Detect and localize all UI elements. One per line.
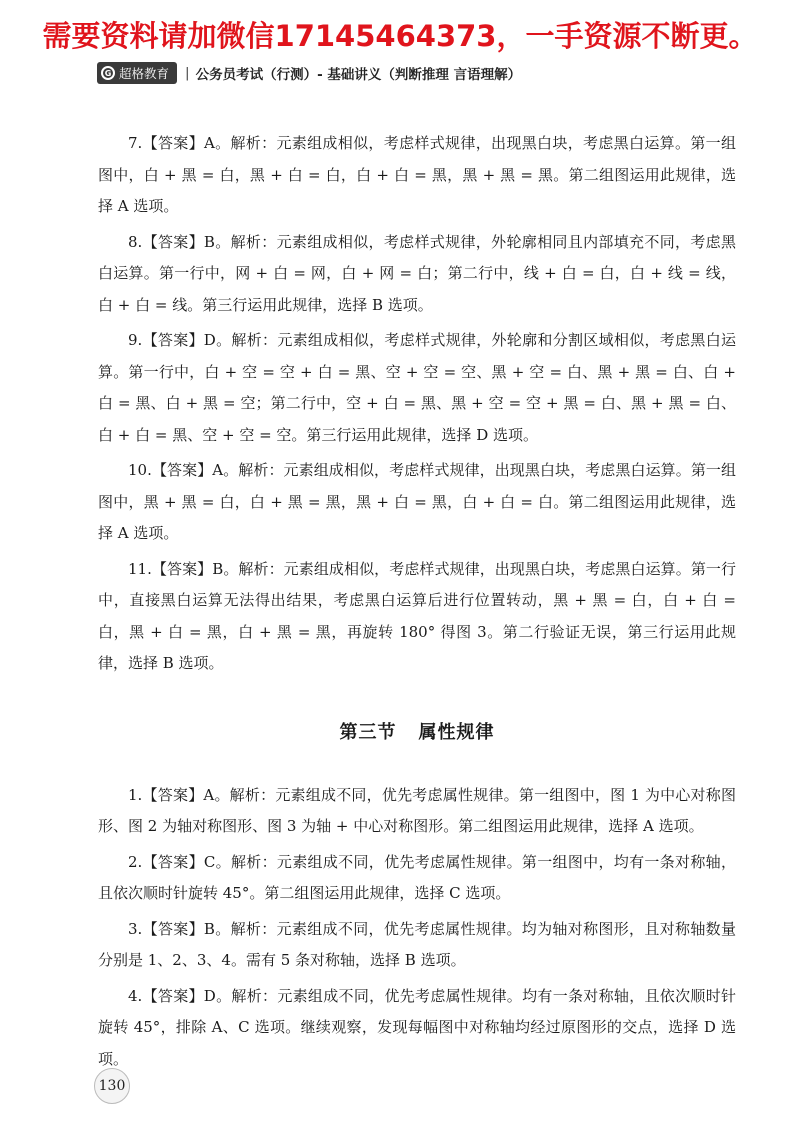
header-title: 公务员考试（行测）- 基础讲义（判断推理 言语理解） xyxy=(195,67,522,83)
section3-answer-3: 3.【答案】B。解析：元素组成不同，优先考虑属性规律。均为轴对称图形，且对称轴数量分别是 1、2、3、4。需有 5 条对称轴，选择 B 选项。 xyxy=(98,919,736,969)
page-header xyxy=(97,62,521,84)
logo-text: 超格教育 xyxy=(119,66,170,81)
answer-7: 7.【答案】A。解析：元素组成相似，考虑样式规律，出现黑白块，考虑黑白运算。第一组图中，白 + 黑 = 白，黑 + 白 = 白，白 + 白 = 黑，黑 + 黑 = 黑。第二组图运用此规律，选择 A 选项。 xyxy=(98,134,736,215)
section-heading xyxy=(98,718,736,744)
header-separator: | xyxy=(185,65,190,81)
answer-9: 9.【答案】D。解析：元素组成相似，考虑样式规律，外轮廓和分割区域相似，考虑黑白运算。第一行中，白 + 空 = 空 + 白 = 黑、空 + 空 = 空、黑 + 空 = 白、黑 + 黑 = 白、白 + 白 = 黑、白 + 黑 = 空；第二行中，空 + 白 = 黑、黑 + 空 = 空 + 黑 = 白、黑 + 黑 = 白、白 + 白 = 黑、空 + 空 = 空。第三行运用此规律，选择 D 选项。 xyxy=(98,331,736,444)
logo-mark-icon: G xyxy=(101,66,115,80)
section3-answer-1: 1.【答案】A。解析：元素组成不同，优先考虑属性规律。第一组图中，图 1 为中心对称图形、图 2 为轴对称图形、图 3 为轴 + 中心对称图形。第二组图运用此规律，选择 A 选项。 xyxy=(98,785,736,835)
answer-10: 10.【答案】A。解析：元素组成相似，考虑样式规律，出现黑白块，考虑黑白运算。第一组图中，黑 + 黑 = 白，白 + 黑 = 黑，黑 + 白 = 黑，白 + 白 = 白。第二组图运用此规律，选择 A 选项。 xyxy=(98,461,736,542)
answer-8: 8.【答案】B。解析：元素组成相似，考虑样式规律，外轮廓相同且内部填充不同，考虑黑白运算。第一行中，网 + 白 = 网，白 + 网 = 白；第二行中，线 + 白 = 白，白 + 线 = 线，白 + 白 = 线。第三行运用此规律，选择 B 选项。 xyxy=(98,232,736,314)
section3-answer-4: 4.【答案】D。解析：元素组成不同，优先考虑属性规律。均有一条对称轴，且依次顺时针旋转 45°，排除 A、C 选项。继续观察，发现每幅图中对称轴均经过原图形的交点，选择 D 选项。 xyxy=(98,986,736,1068)
section3-answer-2: 2.【答案】C。解析：元素组成不同，优先考虑属性规律。第一组图中，均有一条对称轴，且依次顺时针旋转 45°。第二组图运用此规律，选择 C 选项。 xyxy=(98,852,736,902)
section-name: 属性规律 xyxy=(418,721,495,743)
section-number: 第三节 xyxy=(339,721,397,743)
wechat-banner: 需要资料请加微信17145464373，一手资源不断更。 xyxy=(42,19,758,53)
page-number: 130 xyxy=(94,1068,130,1104)
publisher-logo xyxy=(97,62,177,84)
answer-11: 11.【答案】B。解析：元素组成相似，考虑样式规律，出现黑白块，考虑黑白运算。第一行中，直接黑白运算无法得出结果，考虑黑白运算后进行位置转动，黑 + 黑 = 白，白 + 白 = 白，黑 + 白 = 黑，白 + 黑 = 黑，再旋转 180° 得图 3。第二行验证无误，第三行运用此规律，选择 B 选项。 xyxy=(98,559,736,672)
page-content xyxy=(98,128,736,1079)
